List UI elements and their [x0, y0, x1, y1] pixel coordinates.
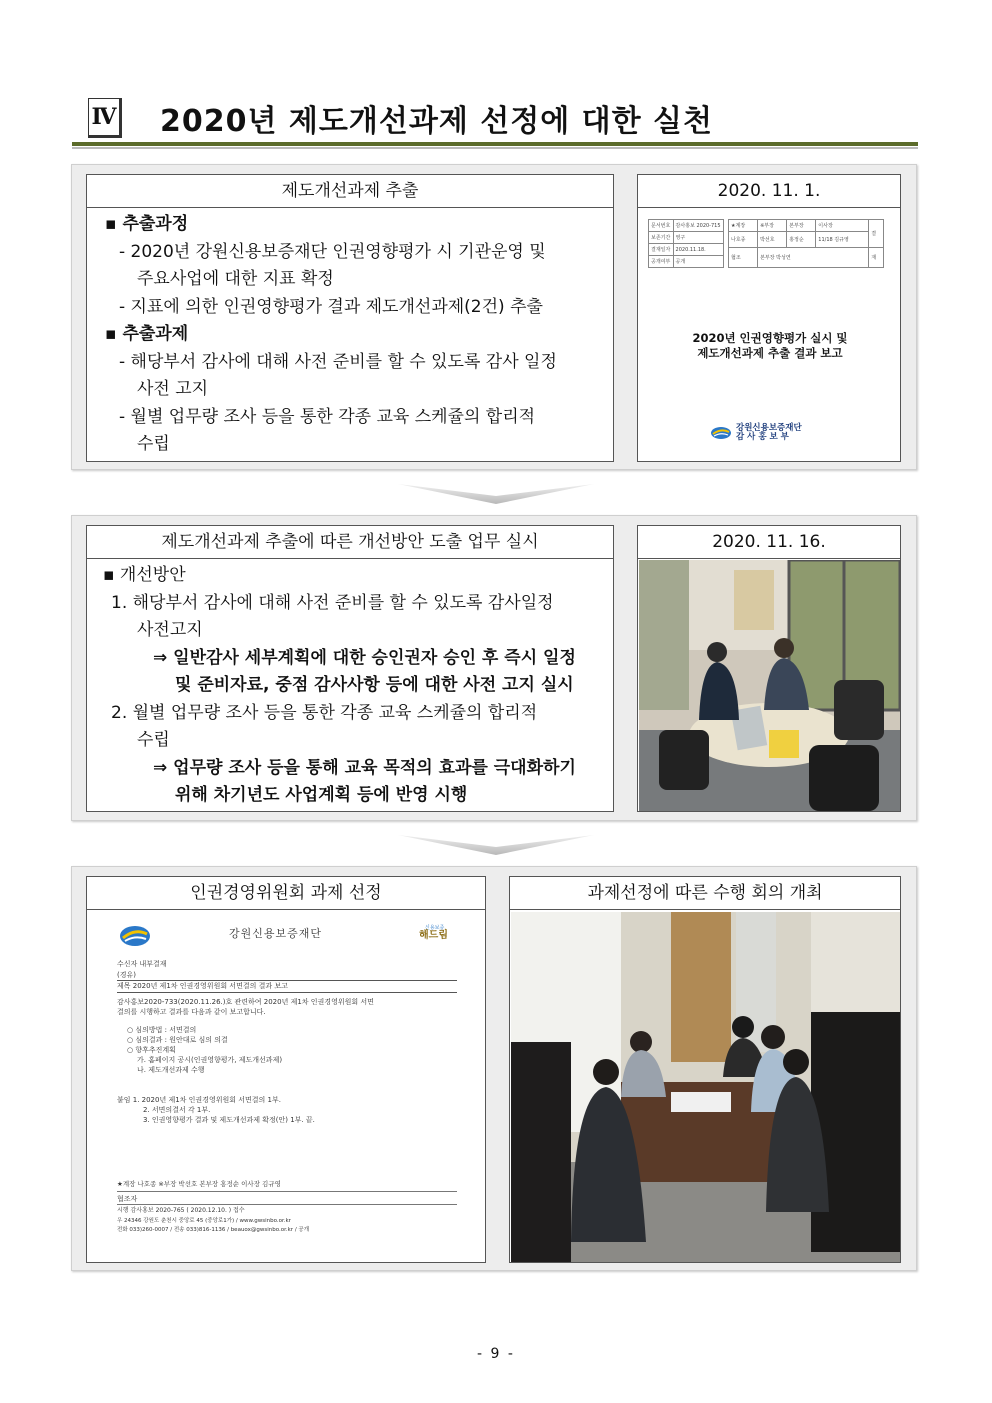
meeting-photo-2	[511, 912, 900, 1262]
doc-attach: 3. 인권영향평가 결과 및 제도개선과제 확정(안) 1부. 끝.	[143, 1116, 315, 1124]
committee-document	[113, 917, 463, 1257]
doc-via: (경유)	[117, 971, 136, 979]
card-heading: 인권경영위원회 과제 선정	[87, 877, 485, 910]
report-logo	[710, 425, 732, 439]
text-line: 주요사업에 대한 지표 확정	[137, 269, 334, 289]
down-arrow-icon	[398, 484, 594, 506]
card-heading: 제도개선과제 추출에 따른 개선방안 도출 업무 실시	[87, 526, 613, 559]
text-line: ▪ 추출과제	[105, 324, 189, 344]
text-line: 2. 월별 업무량 조사 등을 통한 각종 교육 스케쥴의 합리적	[111, 702, 538, 723]
card-extraction-text	[86, 174, 614, 462]
report-title	[648, 331, 892, 361]
text-line: 위해 차기년도 사업계획 등에 반영 시행	[175, 785, 468, 805]
card-photo-2	[509, 876, 901, 1263]
text-line: 사전 고지	[137, 379, 209, 399]
doc-exec: 시행 감사홍보 2020-765 ( 2020.12.10. ) 접수	[117, 1207, 245, 1214]
doc-body-line: 결의를 시행하고 결과를 다음과 같이 보고합니다.	[117, 1008, 266, 1016]
approval-head: ※부장	[758, 220, 787, 232]
report-date: 2020. 11. 1.	[638, 175, 900, 208]
meta-value: 공개	[673, 256, 723, 268]
doc-brand: 해드림	[419, 930, 448, 941]
text-line: - 해당부서 감사에 대해 사전 준비를 할 수 있도록 감사 일정	[119, 351, 557, 372]
meta-value: 2020.11.18.	[673, 244, 723, 256]
meta-label: 결재일자	[649, 244, 674, 256]
meta-label: 공개여부	[649, 256, 674, 268]
doc-recipient: 수신자 내부결재	[117, 960, 167, 968]
report-title-line: 제도개선과제 추출 결과 보고	[697, 346, 843, 360]
meeting-photo-1	[639, 560, 900, 811]
meta-label: 문서번호	[649, 220, 674, 232]
doc-body-line: 감사홍보2020-733(2020.11.26.)호 관련하여 2020년 제1차 인권경영위원회 서면	[117, 998, 374, 1006]
text-line: 1. 해당부서 감사에 대해 사전 준비를 할 수 있도록 감사일정	[111, 592, 554, 613]
doc-rule	[117, 1191, 457, 1192]
approval-name: 박선호	[758, 232, 787, 248]
card-body	[87, 208, 613, 459]
report-org-name: 강원신용보증재단	[736, 423, 802, 433]
meta-label: 보존기간	[649, 232, 674, 244]
report-title-line: 2020년 인권영향평가 실시 및	[692, 331, 848, 345]
photo-heading: 과제선정에 따른 수행 회의 개최	[510, 877, 900, 910]
doc-brand-small: 신용보증	[425, 925, 445, 931]
text-line: 수립	[137, 730, 170, 750]
section-number: Ⅳ	[88, 98, 122, 138]
down-arrow-icon	[398, 835, 594, 857]
photo-date: 2020. 11. 16.	[638, 526, 900, 559]
text-line: ⇒ 업무량 조사 등을 통해 교육 목적의 효과를 극대화하기	[153, 757, 576, 778]
approval-side: 재	[869, 248, 884, 268]
title-rule	[72, 142, 918, 146]
doc-sign-line: ★계장 나호종 ※부장 박선호 본부장 홍정순 이사장 김규영	[117, 1180, 281, 1188]
doc-item: ○ 심의방법 : 서면결의	[127, 1026, 197, 1034]
text-line: ▪ 추출과정	[105, 214, 189, 234]
office-meeting-photo	[639, 560, 900, 811]
doc-phone: 전화 033)260-0007 / 전송 033)816-1136 / beauox@gwsinbo.or.kr / 공개	[117, 1227, 310, 1233]
doc-subject-rule-bottom	[117, 992, 457, 993]
card-heading: 제도개선과제 추출	[87, 175, 613, 208]
coop-label: 협조	[729, 248, 758, 268]
card-body	[87, 559, 613, 810]
text-line: 사전고지	[137, 620, 203, 640]
committee-meeting-photo	[511, 912, 900, 1262]
doc-item: ○ 심의결과 : 원안대로 심의 의결	[127, 1036, 228, 1044]
doc-coop: 협조자	[117, 1195, 138, 1203]
page-number: - 9 -	[477, 1346, 515, 1362]
doc-subject: 제목 2020년 제1차 인권경영위원회 서면결의 결과 보고	[117, 982, 288, 990]
report-thumbnail	[648, 219, 892, 455]
doc-attach: 붙임 1. 2020년 제1차 인권경영위원회 서면결의 1부.	[117, 1096, 281, 1104]
card-photo-1	[637, 525, 901, 812]
approval-name: 나호종	[729, 232, 758, 248]
org-logo-icon	[710, 426, 732, 440]
text-line: 및 준비자료, 중점 감사사항 등에 대한 사전 고지 실시	[175, 675, 574, 695]
card-report	[637, 174, 901, 462]
section-title: 2020년 제도개선과제 선정에 대한 실천	[160, 104, 713, 139]
title-rule-shadow	[72, 147, 918, 149]
report-approval-table	[728, 219, 884, 268]
org-logo-icon	[119, 925, 151, 947]
approval-head: 본부장	[787, 220, 816, 232]
meta-value: 영구	[673, 232, 723, 244]
doc-item: 나. 제도개선과제 수행	[137, 1066, 205, 1074]
text-line: 수립	[137, 434, 170, 454]
text-line: - 월별 업무량 조사 등을 통한 각종 교육 스케쥴의 합리적	[119, 406, 536, 427]
meta-value: 감사홍보 2020-715	[673, 220, 723, 232]
approval-name: 11/18 김규영	[816, 232, 869, 248]
doc-address: 우 24346 강원도 춘천시 중앙로 45 (중앙로1가) / www.gwsinbo.or.kr	[117, 1218, 291, 1224]
coop-text: 본부장 박성연	[758, 248, 869, 268]
report-meta-table	[648, 219, 724, 268]
report-org	[736, 424, 802, 442]
doc-rule	[117, 1204, 457, 1205]
card-improvement-text	[86, 525, 614, 812]
text-line: - 2020년 강원신용보증재단 인권영향평가 시 기관운영 및	[119, 241, 546, 262]
approval-name: 홍정순	[787, 232, 816, 248]
doc-org-name: 강원신용보증재단	[229, 927, 323, 940]
text-line: ▪ 개선방안	[103, 565, 186, 585]
card-committee-doc	[86, 876, 486, 1263]
approval-side: 결	[869, 220, 884, 248]
text-line: - 지표에 의한 인권영향평가 결과 제도개선과제(2건) 추출	[119, 296, 543, 317]
report-dept-name: 감 사 홍 보 부	[736, 432, 789, 442]
doc-item: 가. 홈페이지 공시(인권영향평가, 제도개선과제)	[137, 1056, 283, 1064]
approval-head: 이사장	[816, 220, 869, 232]
doc-item: ○ 향후추진계획	[127, 1046, 176, 1054]
approval-head: ★계장	[729, 220, 758, 232]
doc-attach: 2. 서면의결서 각 1부.	[143, 1106, 211, 1114]
text-line: ⇒ 일반감사 세부계획에 대한 승인권자 승인 후 즉시 일정	[153, 647, 576, 668]
